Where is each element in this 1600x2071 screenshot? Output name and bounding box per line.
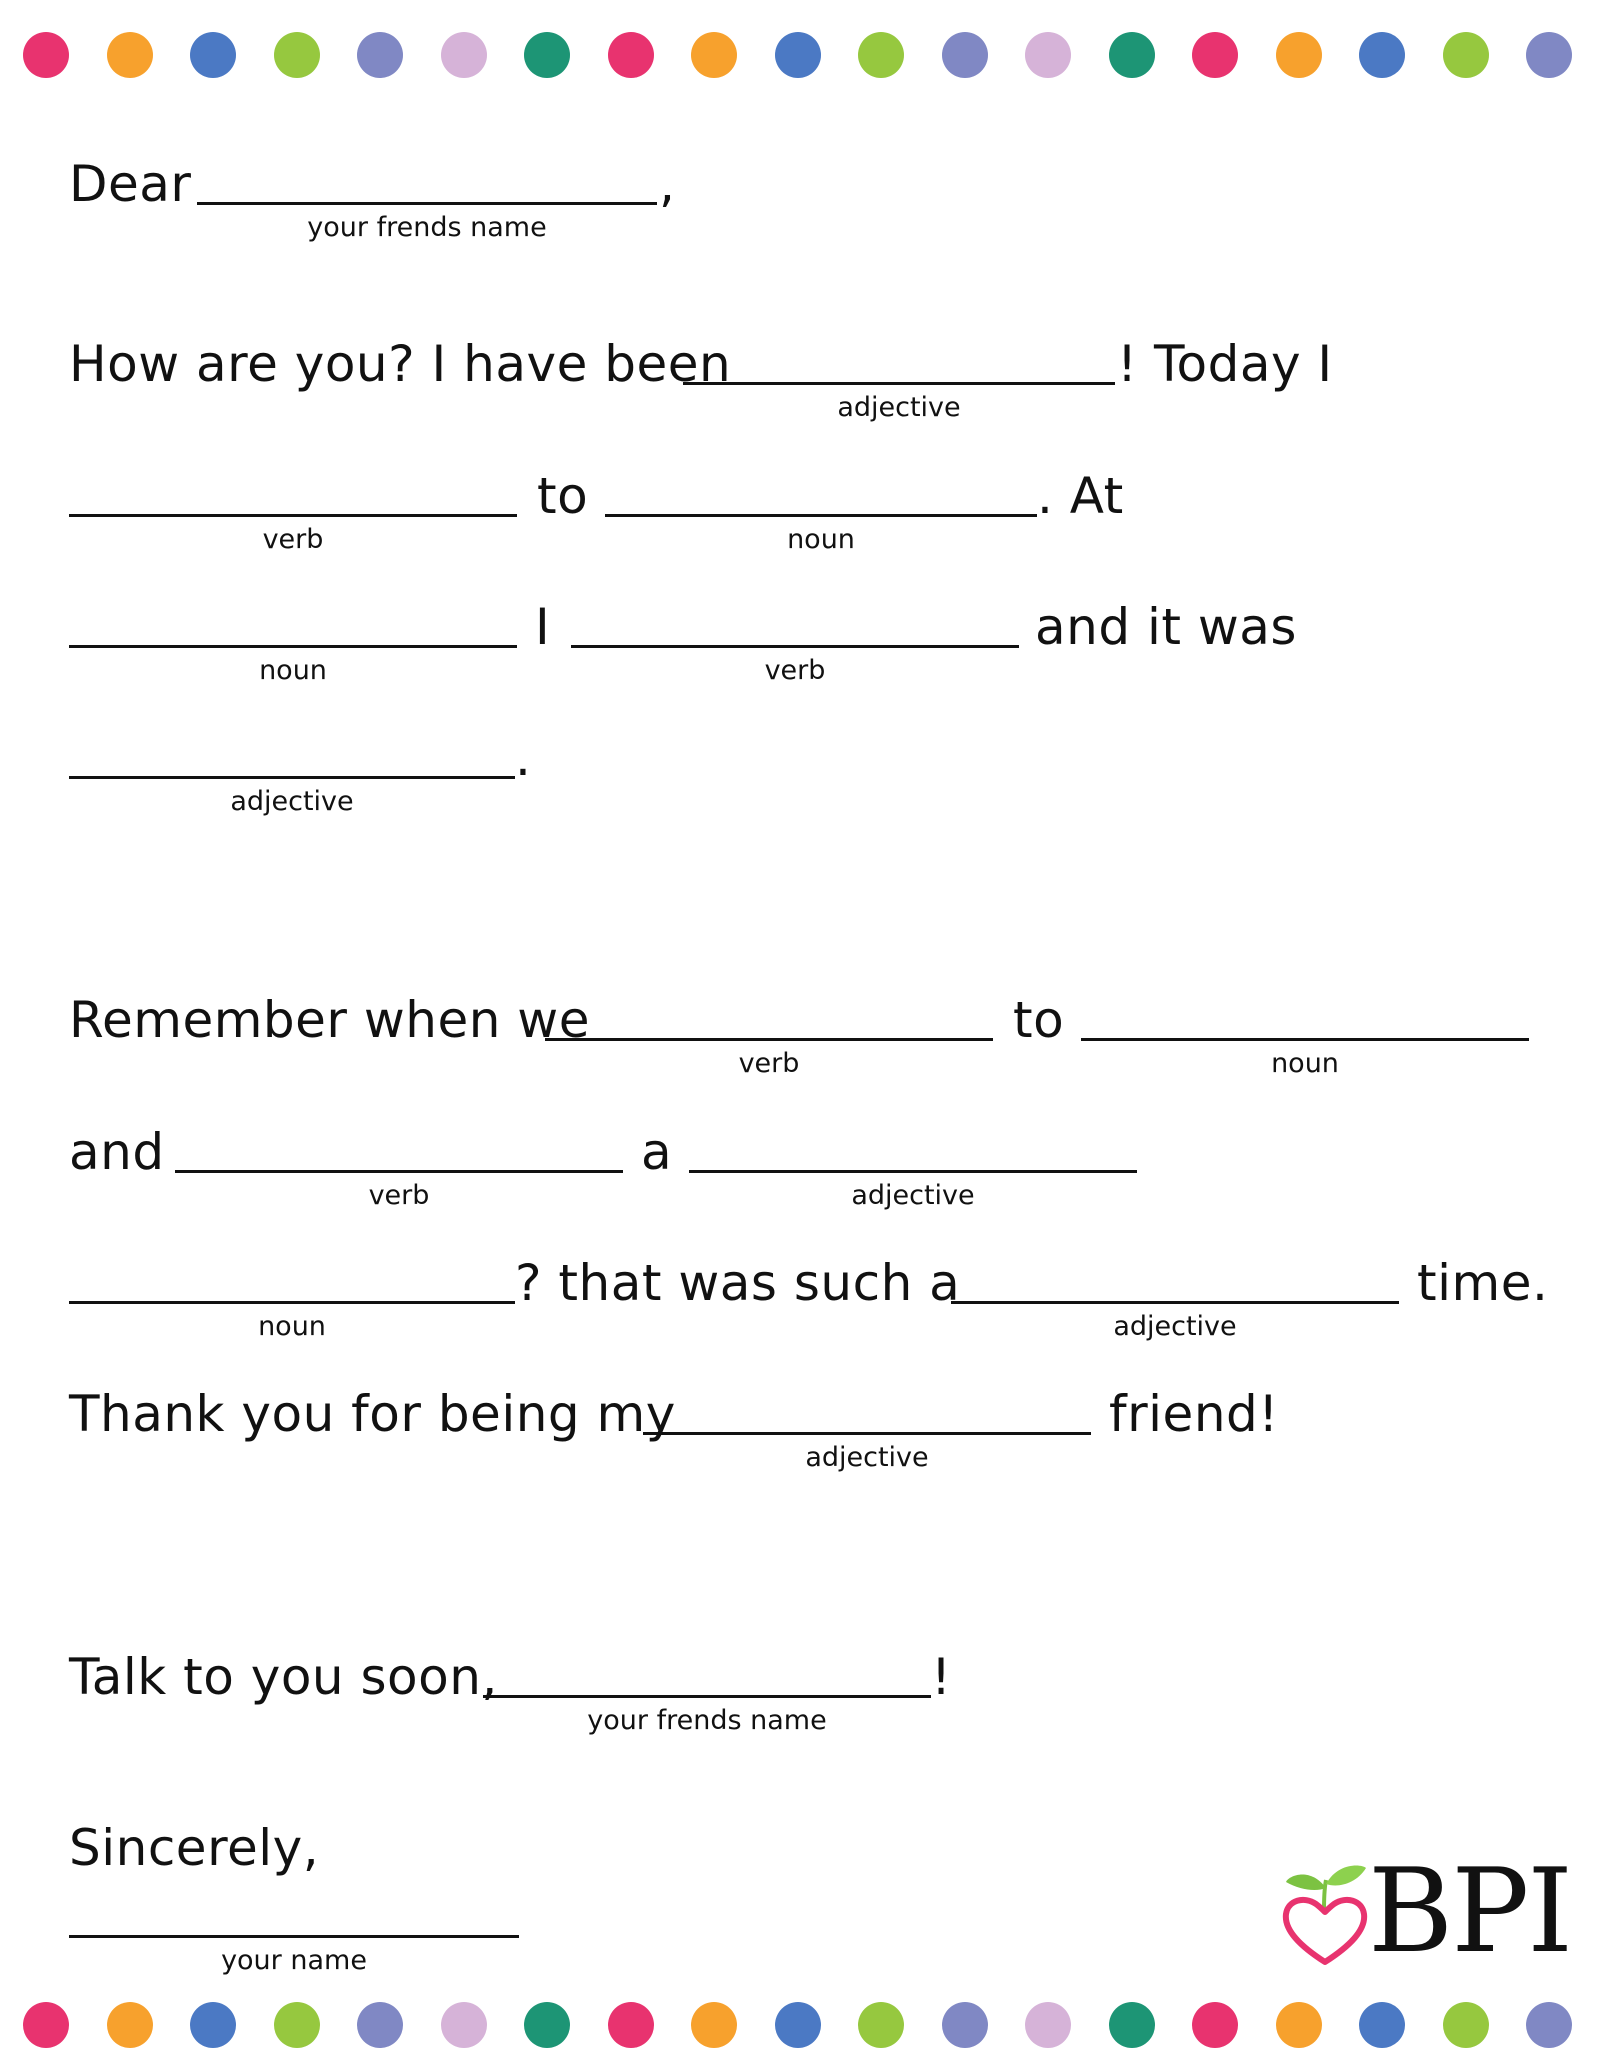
border-dot <box>608 2002 654 2048</box>
logo-wordmark: BPI <box>1368 1844 1572 1979</box>
border-dot <box>1443 2002 1489 2048</box>
border-dot <box>858 2002 904 2048</box>
line8-text-b: friend! <box>1109 1385 1279 1443</box>
greeting-word: Dear <box>69 155 192 213</box>
noun-hint: noun <box>1271 1048 1339 1079</box>
border-dot <box>775 2002 821 2048</box>
border-dot <box>1359 2002 1405 2048</box>
verb-blank-2[interactable] <box>571 597 1019 686</box>
line6-text-b: a <box>641 1123 673 1181</box>
blank-rule <box>69 1935 519 1938</box>
friend-name-hint: your frends name <box>587 1705 827 1736</box>
line7-text-a: ? that was such a <box>515 1254 961 1312</box>
line1-text-a: How are you? I have been <box>69 335 732 393</box>
border-dot <box>1526 32 1572 78</box>
verb-hint: verb <box>262 524 324 555</box>
line9-text-a: Talk to you soon, <box>69 1648 498 1706</box>
verb-hint: verb <box>738 1048 800 1079</box>
noun-hint: noun <box>787 524 855 555</box>
line2-text-b: . At <box>1037 467 1124 525</box>
border-dot <box>608 32 654 78</box>
line3-text-b: and it was <box>1035 598 1297 656</box>
apple-heart-sprout-icon <box>1280 1860 1370 1970</box>
border-dot <box>190 2002 236 2048</box>
border-dot <box>1192 2002 1238 2048</box>
your-name-hint: your name <box>221 1945 367 1976</box>
border-dot <box>357 2002 403 2048</box>
noun-blank-1[interactable] <box>605 466 1037 555</box>
border-dot <box>441 32 487 78</box>
adjective-blank-3[interactable] <box>689 1122 1137 1211</box>
border-dot <box>190 32 236 78</box>
adjective-blank-1[interactable] <box>683 334 1115 423</box>
blank-rule <box>69 776 515 779</box>
line3-text-a: I <box>535 598 551 656</box>
noun-blank-3[interactable] <box>1081 990 1529 1079</box>
verb-blank-1[interactable] <box>69 466 517 555</box>
blank-rule <box>545 1038 993 1041</box>
border-dot <box>357 32 403 78</box>
border-dot <box>107 32 153 78</box>
border-dot <box>23 32 69 78</box>
line5-text-a: Remember when we <box>69 991 590 1049</box>
line4-period: . <box>515 729 532 787</box>
border-dot <box>274 2002 320 2048</box>
adjective-blank-5[interactable] <box>643 1384 1091 1473</box>
blank-rule <box>197 202 657 205</box>
blank-rule <box>69 645 517 648</box>
border-dot <box>524 2002 570 2048</box>
adjective-hint: adjective <box>851 1180 975 1211</box>
friend-name-blank[interactable] <box>197 154 657 243</box>
border-dot <box>691 32 737 78</box>
blank-rule <box>1081 1038 1529 1041</box>
line7-text-b: time. <box>1417 1254 1549 1312</box>
adjective-hint: adjective <box>805 1442 929 1473</box>
border-dot <box>1359 32 1405 78</box>
border-dot <box>1526 2002 1572 2048</box>
border-dot <box>1109 2002 1155 2048</box>
blank-rule <box>571 645 1019 648</box>
blank-rule <box>605 514 1037 517</box>
top-dot-border <box>0 32 1600 82</box>
adjective-hint: adjective <box>1113 1311 1237 1342</box>
line2-text-a: to <box>537 467 589 525</box>
border-dot <box>942 2002 988 2048</box>
bpi-logo <box>1280 1844 1572 1979</box>
line9-text-b: ! <box>931 1648 952 1706</box>
friend-name-hint: your frends name <box>307 212 547 243</box>
border-dot <box>1109 32 1155 78</box>
line6-text-a: and <box>69 1123 165 1181</box>
noun-hint: noun <box>259 655 327 686</box>
adjective-hint: adjective <box>837 392 961 423</box>
blank-rule <box>689 1170 1137 1173</box>
blank-rule <box>483 1695 931 1698</box>
verb-hint: verb <box>764 655 826 686</box>
sincerely-text: Sincerely, <box>69 1819 320 1877</box>
blank-rule <box>175 1170 623 1173</box>
friend-name-blank-2[interactable] <box>483 1647 931 1736</box>
bottom-dot-border <box>0 2002 1600 2052</box>
border-dot <box>942 32 988 78</box>
border-dot <box>441 2002 487 2048</box>
line8-text-a: Thank you for being my <box>69 1385 676 1443</box>
border-dot <box>691 2002 737 2048</box>
blank-rule <box>69 514 517 517</box>
border-dot <box>274 32 320 78</box>
verb-blank-3[interactable] <box>545 990 993 1079</box>
noun-hint: noun <box>258 1311 326 1342</box>
blank-rule <box>683 382 1115 385</box>
border-dot <box>1025 2002 1071 2048</box>
border-dot <box>23 2002 69 2048</box>
adjective-blank-2[interactable] <box>69 728 515 817</box>
border-dot <box>107 2002 153 2048</box>
border-dot <box>1443 32 1489 78</box>
your-name-blank[interactable] <box>69 1887 519 1976</box>
border-dot <box>1025 32 1071 78</box>
verb-blank-4[interactable] <box>175 1122 623 1211</box>
line1-text-b: ! Today I <box>1117 335 1333 393</box>
blank-rule <box>643 1432 1091 1435</box>
adjective-hint: adjective <box>230 786 354 817</box>
border-dot <box>1192 32 1238 78</box>
border-dot <box>775 32 821 78</box>
blank-rule <box>69 1301 515 1304</box>
adjective-blank-4[interactable] <box>951 1253 1399 1342</box>
line5-text-b: to <box>1013 991 1065 1049</box>
border-dot <box>524 32 570 78</box>
noun-blank-4[interactable] <box>69 1253 515 1342</box>
verb-hint: verb <box>368 1180 430 1211</box>
border-dot <box>1276 32 1322 78</box>
border-dot <box>858 32 904 78</box>
border-dot <box>1276 2002 1322 2048</box>
greeting-comma: , <box>659 155 676 213</box>
blank-rule <box>951 1301 1399 1304</box>
noun-blank-2[interactable] <box>69 597 517 686</box>
